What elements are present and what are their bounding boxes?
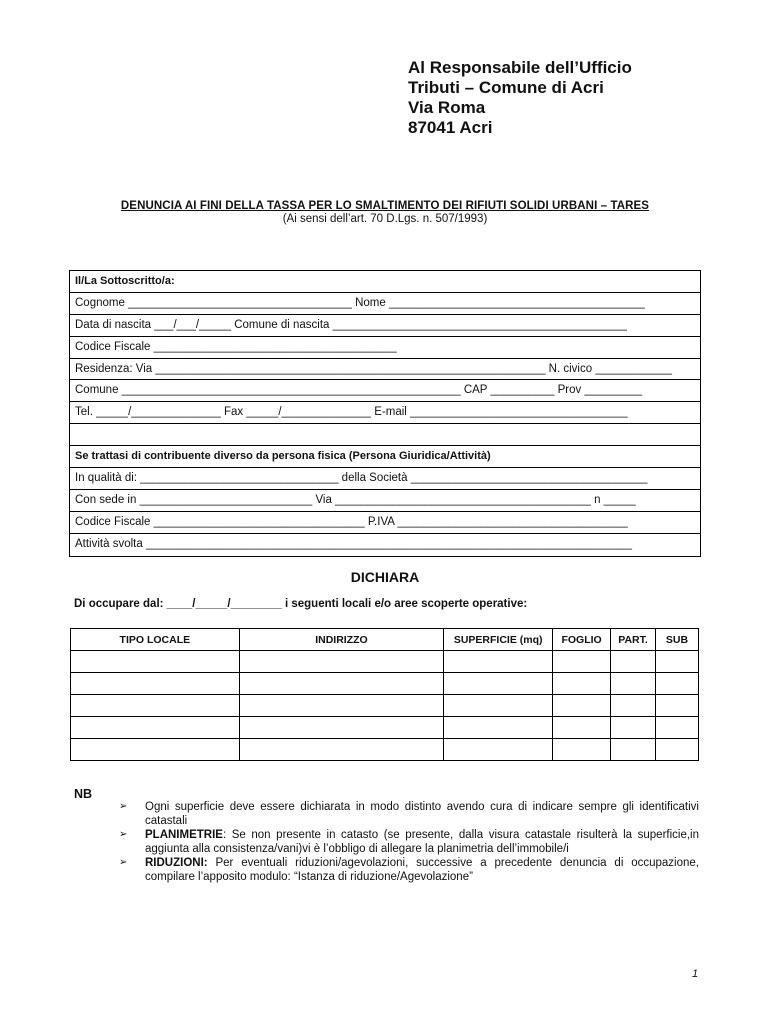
premises-table <box>70 628 699 761</box>
table-cell[interactable] <box>611 651 656 673</box>
address-line-1: Al Responsabile dell’Ufficio <box>408 58 632 77</box>
table-cell[interactable] <box>444 695 553 717</box>
document-title: DENUNCIA AI FINI DELLA TASSA PER LO SMALTIMENTO DEI RIFIUTI SOLIDI URBANI – TARES <box>120 200 650 212</box>
form-field-contatti[interactable]: Tel. _____/______________ Fax _____/______________ E-mail __________________________________ <box>70 402 700 424</box>
table-cell[interactable] <box>239 695 444 717</box>
table-cell[interactable] <box>444 673 553 695</box>
arrow-bullet-icon: ➢ <box>119 829 128 840</box>
form-field-qualita[interactable]: In qualità di: _______________________________ della Società _____________________________________ <box>70 468 700 490</box>
table-row <box>71 695 699 717</box>
nb-list <box>119 800 699 884</box>
form-empty-row <box>70 424 700 446</box>
table-row <box>71 673 699 695</box>
personal-data-form <box>69 270 701 557</box>
table-cell[interactable] <box>553 739 611 761</box>
table-cell[interactable] <box>611 717 656 739</box>
nb-label: NB <box>74 787 93 801</box>
document-subtitle: (Ai sensi dell’art. 70 D.Lgs. n. 507/1993) <box>282 213 488 225</box>
page-number: 1 <box>692 968 699 980</box>
nb-item-text: Per eventuali riduzioni/agevolazioni, successive a precedente denuncia di occupazione, compilare l’apposito modulo: “Istanza di riduzione/Agevolazione” <box>145 857 699 883</box>
table-cell[interactable] <box>71 739 240 761</box>
arrow-bullet-icon: ➢ <box>119 857 128 868</box>
form-field-data-nascita[interactable]: Data di nascita ___/___/_____ Comune di nascita ______________________________________________ <box>70 315 700 337</box>
table-cell[interactable] <box>71 673 240 695</box>
nb-item-bold: PLANIMETRIE <box>145 829 223 841</box>
column-header-indirizzo: INDIRIZZO <box>239 629 444 651</box>
table-cell[interactable] <box>656 695 699 717</box>
table-cell[interactable] <box>239 717 444 739</box>
form-field-codice-fiscale-piva[interactable]: Codice Fiscale _________________________________ P.IVA ____________________________________ <box>70 512 700 534</box>
table-cell[interactable] <box>656 739 699 761</box>
column-header-superficie: SUPERFICIE (mq) <box>444 629 553 651</box>
nb-item-text: Ogni superficie deve essere dichiarata in modo distinto avendo cura di indicare sempre gli identificativi catastali <box>145 801 699 827</box>
form-field-codice-fiscale[interactable]: Codice Fiscale ______________________________________ <box>70 337 700 359</box>
list-item <box>119 800 699 828</box>
table-cell[interactable] <box>71 651 240 673</box>
table-cell[interactable] <box>611 695 656 717</box>
table-cell[interactable] <box>444 739 553 761</box>
form-field-attivita[interactable]: Attività svolta ____________________________________________________________________________ <box>75 537 633 550</box>
list-item <box>119 856 699 884</box>
column-header-part: PART. <box>611 629 656 651</box>
address-line-2: Tributi – Comune di Acri <box>408 78 604 97</box>
table-row <box>71 717 699 739</box>
document-heading <box>0 200 770 225</box>
table-cell[interactable] <box>444 651 553 673</box>
form-field-comune[interactable]: Comune _____________________________________________________ CAP __________ Prov _________ <box>70 380 700 402</box>
table-row <box>71 651 699 673</box>
form-section-header-company: Se trattasi di contribuente diverso da persona fisica (Persona Giuridica/Attività) <box>70 446 700 468</box>
occupancy-statement[interactable]: Di occupare dal: ____/_____/________ i seguenti locali e/o aree scoperte operative: <box>74 598 528 610</box>
table-cell[interactable] <box>239 651 444 673</box>
recipient-address <box>408 58 632 138</box>
table-cell[interactable] <box>71 695 240 717</box>
table-row <box>71 739 699 761</box>
list-item <box>119 828 699 856</box>
form-field-sede[interactable]: Con sede in ___________________________ Via ________________________________________ n _____ <box>70 490 700 512</box>
table-cell[interactable] <box>611 673 656 695</box>
form-section-header: Il/La Sottoscritto/a: <box>70 271 700 293</box>
address-line-4: 87041 Acri <box>408 118 493 137</box>
arrow-bullet-icon: ➢ <box>119 801 128 812</box>
table-cell[interactable] <box>71 717 240 739</box>
table-cell[interactable] <box>239 739 444 761</box>
dichiara-heading: DICHIARA <box>350 569 420 585</box>
table-cell[interactable] <box>239 673 444 695</box>
nb-item-text: : Se non presente in catasto (se presente, dalla visura catastale risulterà la superficie,in aggiunta alla consistenza/vani)vi è l’obbligo di allegare la planimetria dell’immobile/i <box>145 829 699 855</box>
column-header-sub: SUB <box>656 629 699 651</box>
table-header-row <box>71 629 699 651</box>
address-line-3: Via Roma <box>408 98 486 117</box>
table-cell[interactable] <box>553 695 611 717</box>
table-cell[interactable] <box>444 717 553 739</box>
table-cell[interactable] <box>553 673 611 695</box>
table-cell[interactable] <box>656 673 699 695</box>
form-field-cognome-nome[interactable]: Cognome ___________________________________ Nome ________________________________________ <box>70 293 700 315</box>
nb-item-bold: RIDUZIONI: <box>145 857 208 869</box>
column-header-tipo-locale: TIPO LOCALE <box>71 629 240 651</box>
table-cell[interactable] <box>553 717 611 739</box>
table-cell[interactable] <box>656 717 699 739</box>
column-header-foglio: FOGLIO <box>553 629 611 651</box>
table-cell[interactable] <box>656 651 699 673</box>
table-cell[interactable] <box>611 739 656 761</box>
form-field-residenza[interactable]: Residenza: Via _____________________________________________________________ N. civico ____________ <box>70 359 700 381</box>
table-cell[interactable] <box>553 651 611 673</box>
